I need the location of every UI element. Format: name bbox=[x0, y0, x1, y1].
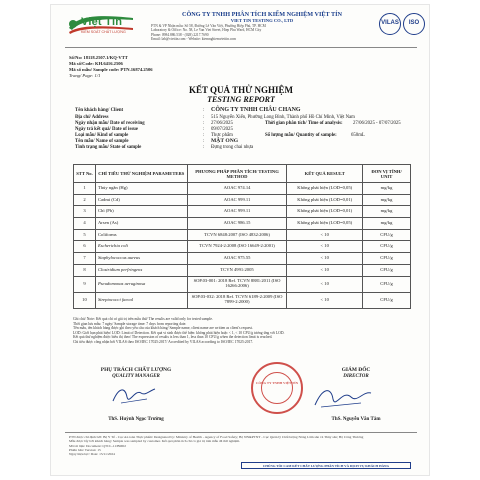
quality-manager-subtitle: QUALITY MANAGER bbox=[112, 374, 160, 379]
colon: : bbox=[203, 108, 205, 113]
kind-label: Loại mẫu/ Kind of sample bbox=[75, 133, 129, 138]
state-value: Đựng trong chai nhựa bbox=[211, 145, 254, 150]
footer-line: Mẫu được lấy bởi khách hàng/ Sample was sampled by customer. Kết quả phân tích chỉ có giá trị trên mẫu đã thử nghiệm. bbox=[69, 439, 241, 444]
cell-param: Streptococci faecal bbox=[95, 292, 187, 308]
quality-manager-name: ThS. Huỳnh Ngọc Trường bbox=[108, 417, 164, 422]
results-table bbox=[73, 164, 411, 309]
receiving-label: Ngày nhận mẫu/ Date of receiving bbox=[75, 121, 145, 126]
address-value: 515 Nguyễn Xiển, Phường Long Bình, Thành phố Hồ Chí Minh, Việt Nam bbox=[211, 115, 355, 120]
footer-block bbox=[69, 435, 413, 456]
cell-param: Arsen (As) bbox=[95, 218, 187, 230]
table-row bbox=[74, 183, 411, 195]
cell-result: Không phát hiện (LOD=0,05) bbox=[287, 183, 363, 195]
note-line: Thời gian lưu mẫu: 7 ngày/ Sample storage time: 7 days from reporting date. bbox=[73, 321, 187, 326]
table-row bbox=[74, 241, 411, 253]
cell-param: Escherichia coli bbox=[95, 241, 187, 253]
footer-line: Ngày hiệu lực/ Date: 15/11/2024 bbox=[69, 452, 115, 457]
cell-param: Staphylococcus aureus bbox=[95, 253, 187, 265]
cell-unit: CFU/g bbox=[363, 229, 411, 241]
name-value: MẬT ONG bbox=[211, 138, 239, 144]
cell-result: Không phát hiện (LOD=0,05) bbox=[287, 218, 363, 230]
cell-param: Coliforms bbox=[95, 229, 187, 241]
analysis-value: 27/06/2025 - 07/07/2025 bbox=[353, 121, 401, 126]
results-table-body bbox=[74, 183, 411, 309]
note-line: Tên mẫu, tên khách hàng được ghi theo yêu cầu của khách hàng/ Sample name, client name are written as client's request. bbox=[73, 326, 253, 331]
address-label: Địa chỉ/ Address bbox=[75, 115, 109, 120]
cell-method: AOAC 999.11 bbox=[187, 206, 287, 218]
table-row bbox=[74, 264, 411, 276]
table-row bbox=[74, 229, 411, 241]
director-title: GIÁM ĐỐC bbox=[341, 367, 371, 373]
colon: : bbox=[203, 121, 205, 126]
cell-param: Cadmi (Cd) bbox=[95, 194, 187, 206]
kind-value: Thực phẩm bbox=[211, 133, 233, 138]
colon: : bbox=[203, 115, 205, 120]
cell-no: 4 bbox=[74, 218, 96, 230]
cell-no: 9 bbox=[74, 276, 96, 292]
table-row bbox=[74, 253, 411, 265]
colon: : bbox=[203, 127, 205, 132]
address-line: PTN & VP Nhận mẫu: Số 58, Đường Lê Văn Việt, Phường Hiệp Phú, TP. HCM bbox=[151, 24, 266, 28]
cell-result: < 10 bbox=[287, 229, 363, 241]
footer-line: Mã tài liệu/ Document: QTCL-11/BM02 bbox=[69, 443, 127, 448]
cell-unit: CFU/g bbox=[363, 241, 411, 253]
cell-no: 1 bbox=[74, 183, 96, 195]
cell-result: Không phát hiện (LOD=0,01) bbox=[287, 206, 363, 218]
cell-param: Pseudomonas aeruginosa bbox=[95, 276, 187, 292]
cell-no: 10 bbox=[74, 292, 96, 308]
note-line: Kết quả thử nghiệm được biểu thị theo/ The expression of results is less than 1, less than 10 CFU/g when the detection limit is reached. bbox=[73, 335, 273, 340]
report-title-vn: KẾT QUẢ THỬ NGHIỆM bbox=[188, 85, 294, 95]
sample-code: Mã số/Code: KH.6416.2506 bbox=[69, 61, 123, 66]
header-result: KẾT QUẢ RESULT bbox=[287, 165, 363, 183]
cell-no: 7 bbox=[74, 253, 96, 265]
cell-method: AOAC 986.15 bbox=[187, 218, 287, 230]
cell-result: < 10 bbox=[287, 276, 363, 292]
cell-param: Thủy ngân (Hg) bbox=[95, 183, 187, 195]
header-no: STT No. bbox=[74, 165, 96, 183]
address-line: Laboratory & Office: No. 58, Le Van Viet Street, Hiep Phu Ward, HCM City bbox=[151, 28, 262, 33]
table-row bbox=[74, 292, 411, 308]
cell-method: AOAC 974.14 bbox=[187, 183, 287, 195]
address-line: Phone: 0984.886.538 - (028) 2217.7690 bbox=[151, 32, 209, 37]
document-numbers bbox=[69, 55, 153, 79]
table-row bbox=[74, 194, 411, 206]
header-parameters: CHỈ TIÊU THỬ NGHIỆM PARAMETERS bbox=[95, 165, 187, 183]
header-method: PHƯƠNG PHÁP PHÂN TÍCH/ TESTING METHOD bbox=[187, 165, 287, 183]
viet-tin-logo bbox=[67, 11, 145, 41]
cell-unit: CFU/g bbox=[363, 292, 411, 308]
cell-unit: CFU/g bbox=[363, 253, 411, 265]
cell-result: < 10 bbox=[287, 241, 363, 253]
note-line: LOD: Giới hạn phát hiện/ LOD: Limit of Detection. Kết quả vi sinh được thể hiện: không phát hiện hoặc < 1, < 10 CFU/g tương ứng với LOD. bbox=[73, 330, 285, 335]
cell-param: Chì (Pb) bbox=[95, 206, 187, 218]
page-number: Trang/ Page: 1/1 bbox=[69, 73, 101, 78]
state-label: Tình trạng mẫu/ State of sample bbox=[75, 145, 142, 150]
header-divider bbox=[65, 47, 417, 48]
analysis-label: Thời gian phân tích/ Time of analysis: bbox=[265, 121, 343, 126]
footer-divider bbox=[65, 432, 417, 433]
cell-method: TCVN 6848:2007 (ISO 4832:2006) bbox=[187, 229, 287, 241]
notes-block bbox=[73, 317, 413, 345]
cell-no: 3 bbox=[74, 206, 96, 218]
cell-no: 6 bbox=[74, 241, 96, 253]
client-value: CÔNG TY TNHH CHÂU CHANG bbox=[211, 107, 301, 113]
cell-unit: CFU/g bbox=[363, 264, 411, 276]
cell-result: < 10 bbox=[287, 292, 363, 308]
table-row bbox=[74, 206, 411, 218]
vilas-seal-icon bbox=[379, 13, 401, 35]
cell-no: 2 bbox=[74, 194, 96, 206]
cell-unit: mg/kg bbox=[363, 218, 411, 230]
seal-label: ISO bbox=[408, 20, 420, 26]
cell-no: 8 bbox=[74, 264, 96, 276]
cell-no: 5 bbox=[74, 229, 96, 241]
colon: : bbox=[203, 139, 205, 144]
report-title-en: TESTING REPORT bbox=[207, 95, 275, 104]
cell-result: < 10 bbox=[287, 264, 363, 276]
signature-left-icon bbox=[111, 383, 157, 407]
testing-report-page bbox=[50, 4, 430, 476]
stamp-text: CÔNG TY TNHH VIỆT TÍN bbox=[255, 381, 299, 385]
name-label: Tên mẫu/ Name of sample bbox=[75, 139, 129, 144]
quantity-label: Số lượng mẫu/ Quantity of sample: bbox=[265, 133, 337, 138]
cell-result: Không phát hiện (LOD=0,01) bbox=[287, 194, 363, 206]
quality-manager-title: PHỤ TRÁCH CHẤT LƯỢNG bbox=[100, 367, 172, 373]
header-unit: ĐƠN VỊ TÍNH/ UNIT bbox=[363, 165, 411, 183]
signature-right-icon bbox=[313, 385, 373, 411]
cell-method: AOAC 975.55 bbox=[187, 253, 287, 265]
director-subtitle: DIRECTOR bbox=[343, 374, 369, 379]
note-line: Chỉ tiêu được công nhận bởi VILAS theo ISO/IEC 17025:2017/ Accredited by VILAS according to ISO/IEC 17025:2017. bbox=[73, 339, 254, 344]
table-header-row bbox=[74, 165, 411, 183]
cell-method: TCVN 4991:2005 bbox=[187, 264, 287, 276]
table-row bbox=[74, 218, 411, 230]
seal-label: VILAS bbox=[381, 20, 399, 26]
issue-value: 09/07/2025 bbox=[211, 127, 233, 132]
cell-result: < 10 bbox=[287, 253, 363, 265]
cell-unit: CFU/g bbox=[363, 276, 411, 292]
colon: : bbox=[203, 145, 205, 150]
address-line: Email: lab@viettin.com - Website: kiemnghiemviettin.com bbox=[151, 37, 236, 42]
client-label: Tên khách hàng/ Client bbox=[75, 108, 124, 113]
cell-method: SOP.03-001: 2018 Ref. TCVN 8881:2011 (ISO 16266:2006) bbox=[187, 276, 287, 292]
sample-number: Mã số mẫu/ Sample code: PTN.16874.2506 bbox=[69, 67, 153, 72]
colon: : bbox=[203, 133, 205, 138]
cell-method: SOP.03-032: 2018 Ref. TCVN 6189-2:2009 (ISO 7899-2:2000) bbox=[187, 292, 287, 308]
logo-subtitle: KIỂM SOÁT CHẤT LƯỢNG bbox=[81, 30, 126, 34]
commitment-banner: CHÚNG TÔI CAM KẾT CHẤT LƯỢNG PHÂN TÍCH VÀ DỊCH VỤ KHÁCH HÀNG bbox=[241, 462, 411, 469]
cell-unit: mg/kg bbox=[363, 194, 411, 206]
director-name: ThS. Nguyễn Văn Tâm bbox=[331, 417, 381, 422]
quantity-value: 650mL bbox=[351, 133, 365, 138]
cell-unit: mg/kg bbox=[363, 183, 411, 195]
footer-line: PTN được chỉ định bởi: Bộ Y Tế - Cục An toàn Thực phẩm/ Designated by: Ministry of Health - Agency of Food Safety; Bộ NN&PTNT - Cục Quản lý Chất lượng Nông Lâm sản và Thủy sản; Bộ Công Thương bbox=[69, 435, 364, 439]
table-row bbox=[74, 276, 411, 292]
stamp-inner-ring bbox=[261, 372, 293, 404]
cell-method: TCVN 7924-2:2008 (ISO 16649-2:2001) bbox=[187, 241, 287, 253]
cell-unit: mg/kg bbox=[363, 206, 411, 218]
issue-label: Ngày trả kết quả/ Date of issue bbox=[75, 127, 138, 132]
company-stamp-icon bbox=[251, 362, 303, 414]
cell-param: Clostridium perfringens bbox=[95, 264, 187, 276]
receiving-value: 27/06/2025 bbox=[211, 121, 233, 126]
note-line: Ghi chú/ Note: Kết quả chỉ có giá trị trên mẫu thử/ The results are valid only for tested sample. bbox=[73, 317, 213, 321]
footer-line: Phiên bản/ Version: 15 bbox=[69, 447, 101, 452]
company-address bbox=[151, 24, 371, 42]
cell-method: AOAC 999.11 bbox=[187, 194, 287, 206]
logo-text: Việt Tín bbox=[81, 16, 123, 28]
report-number: Số/No: 18118.2507.1/KQ-VTT bbox=[69, 55, 128, 60]
iso-seal-icon bbox=[403, 13, 425, 35]
company-name-en: VIET TIN TESTING CO., LTD bbox=[230, 18, 294, 23]
company-name-vn: CÔNG TY TNHH PHÂN TÍCH KIỂM NGHIỆM VIỆT TÍN bbox=[182, 11, 342, 18]
